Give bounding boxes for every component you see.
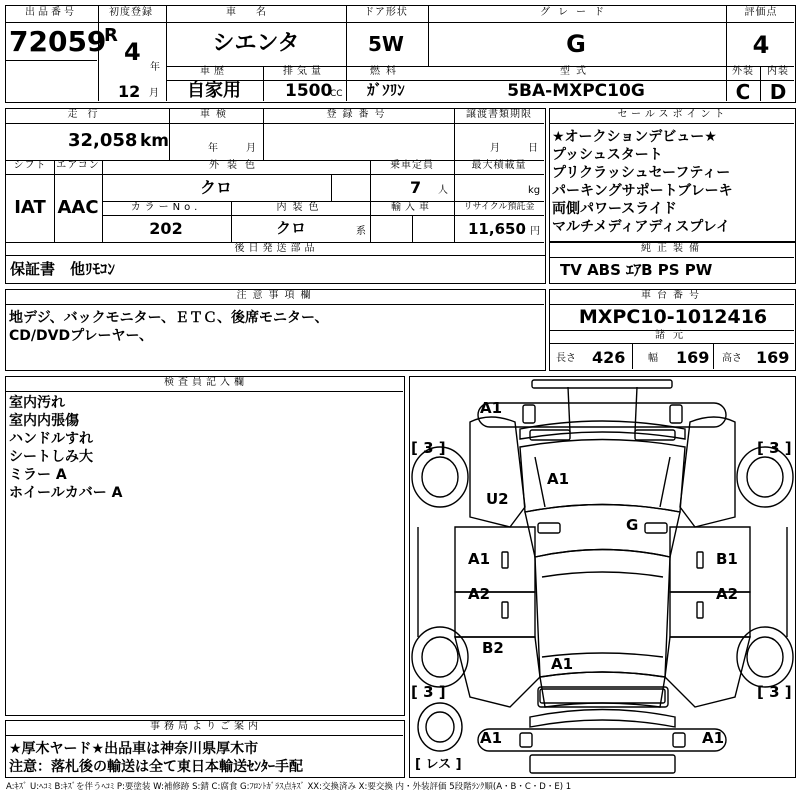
recycle-label: リサイクル預託金 bbox=[463, 202, 535, 212]
length-label: 長さ bbox=[556, 353, 576, 364]
sales-list bbox=[552, 128, 796, 236]
chassis-number: MXPC10-1012416 bbox=[578, 306, 768, 328]
tire-front-left: [ 3 ] bbox=[411, 439, 446, 457]
inspector-notes bbox=[9, 394, 122, 502]
sales-point: 両側パワースライド bbox=[552, 201, 677, 217]
equipment: TV ABS ｴｱB PS PW bbox=[560, 261, 713, 279]
mark-rear-right: A1 bbox=[702, 729, 725, 747]
office-notes bbox=[9, 740, 303, 776]
reg-label: 初度登録 bbox=[109, 7, 153, 18]
mark-front-door-left: A1 bbox=[468, 550, 491, 568]
mark-rear-door-left: A2 bbox=[468, 585, 491, 603]
inspector-label: 検査員記入欄 bbox=[164, 377, 248, 388]
inspector-line: 室内内張傷 bbox=[9, 413, 79, 429]
notes-text bbox=[9, 309, 328, 345]
width: 169 bbox=[676, 348, 710, 367]
model-label: 型式 bbox=[560, 66, 592, 77]
transfer-label: 譲渡書類期限 bbox=[466, 109, 532, 120]
later-label: 後日発送部品 bbox=[234, 243, 319, 254]
mileage: 32,058 bbox=[68, 130, 138, 151]
color-number: 202 bbox=[149, 219, 183, 238]
inspector-line: 室内汚れ bbox=[9, 395, 65, 411]
dims-label: 諸元 bbox=[655, 330, 691, 341]
intcolor-unit: 系 bbox=[356, 226, 366, 237]
sales-point: ★オークションデビュー★ bbox=[552, 129, 717, 145]
transfer-day-unit: 日 bbox=[528, 143, 538, 154]
disp-unit: CC bbox=[330, 89, 343, 99]
mark-front-door-right: B1 bbox=[716, 550, 738, 568]
grade-label: グレード bbox=[540, 7, 612, 18]
inspector-line: ホイールカバー A bbox=[9, 485, 123, 501]
legend: A:ｷｽﾞ U:ﾍｺﾐ B:ｷｽﾞを伴うﾍｺﾐ P:要塗装 W:補修跡 S:錆 C:腐食 G:ﾌﾛﾝﾄｶﾞﾗｽ点ｷｽﾞ XX:交換済み X:要交換 内・外装評価 5段階ﾗﾝｸ順(A・B・C・D・E) 1 bbox=[6, 782, 572, 792]
mark-rear-door-right: A2 bbox=[716, 585, 739, 603]
load-unit: kg bbox=[528, 185, 541, 196]
reg-year: 4 bbox=[124, 38, 141, 66]
recycle-unit: 円 bbox=[530, 226, 540, 237]
inspector-line: ミラー A bbox=[9, 467, 67, 483]
sales-point: プリクラッシュセーフティー bbox=[552, 165, 731, 181]
regno-label: 登録番号 bbox=[326, 109, 391, 120]
history: 自家用 bbox=[187, 80, 241, 101]
mark-rear-left: A1 bbox=[480, 729, 503, 747]
note-line: 地デジ、バックモニター、ＥＴＣ、後席モニター、 bbox=[9, 310, 329, 326]
width-label: 幅 bbox=[648, 353, 658, 364]
sales-point: マルチメディアディスプレイ bbox=[552, 219, 730, 235]
office-label: 事務局よりご案内 bbox=[150, 721, 262, 732]
ac-label: エアコン bbox=[56, 160, 100, 171]
doors: 5W bbox=[368, 32, 404, 56]
ac: AAC bbox=[57, 197, 99, 218]
mark-roof-rear: A1 bbox=[551, 655, 574, 673]
color-label: 外装色 bbox=[209, 160, 263, 171]
shift: IAT bbox=[14, 197, 46, 218]
mileage-label: 走行 bbox=[67, 109, 108, 120]
ext-label: 外装 bbox=[732, 66, 754, 77]
score-label: 評価点 bbox=[744, 7, 778, 18]
name-label: 車名 bbox=[226, 7, 286, 18]
fuel-label: 燃料 bbox=[370, 66, 402, 77]
lot-label: 出品番号 bbox=[25, 7, 77, 18]
tire-front-right: [ 3 ] bbox=[757, 439, 792, 457]
grade: G bbox=[566, 30, 586, 58]
reg-month: 12 bbox=[118, 82, 141, 101]
displacement: 1500 bbox=[285, 81, 333, 101]
capacity-unit: 人 bbox=[438, 185, 448, 196]
inspection-label: 車検 bbox=[200, 109, 232, 120]
sales-point: プッシュスタート bbox=[552, 147, 663, 163]
shift-label: シフト bbox=[13, 160, 47, 171]
mark-front-bumper: A1 bbox=[480, 399, 503, 417]
car-diagram bbox=[410, 377, 795, 777]
tire-rear-right: [ 3 ] bbox=[757, 683, 792, 701]
height: 169 bbox=[756, 348, 790, 367]
equipment-label: 純正装備 bbox=[641, 243, 705, 254]
reg-era: R bbox=[104, 25, 118, 46]
notes-label: 注意事項欄 bbox=[236, 290, 317, 301]
length: 426 bbox=[592, 348, 626, 367]
mark-hood: A1 bbox=[547, 470, 570, 488]
mark-fender-left: U2 bbox=[486, 490, 509, 508]
exterior-color: クロ bbox=[199, 178, 232, 197]
mileage-unit: km bbox=[140, 131, 170, 151]
intcolor-label: 内装色 bbox=[276, 202, 325, 213]
ext-grade: C bbox=[735, 80, 751, 104]
inspector-line: ハンドルすれ bbox=[9, 431, 93, 447]
int-label: 内装 bbox=[767, 66, 789, 77]
load-label: 最大積載量 bbox=[471, 160, 527, 171]
reg-year-unit: 年 bbox=[150, 62, 160, 73]
note-line: CD/DVDプレーヤー、 bbox=[9, 328, 153, 344]
doors-label: ドア形状 bbox=[364, 7, 408, 18]
sales-point: パーキングサポートブレーキ bbox=[552, 183, 733, 199]
transfer-month-unit: 月 bbox=[490, 143, 500, 154]
later-parts: 保証書 他ﾘﾓｺﾝ bbox=[10, 260, 116, 278]
model-code: 5BA-MXPC10G bbox=[507, 81, 645, 101]
interior-color: クロ bbox=[275, 219, 306, 237]
inspector-line: シートしみ大 bbox=[9, 449, 93, 465]
lot-number: 72059 bbox=[9, 25, 107, 58]
chassis-label: 車台番号 bbox=[641, 290, 705, 301]
int-grade: D bbox=[769, 80, 787, 104]
recycle-fee: 11,650 bbox=[468, 220, 526, 238]
sales-label: セールスポイント bbox=[617, 109, 729, 120]
inspection-month-unit: 月 bbox=[246, 143, 256, 154]
disp-label: 排気量 bbox=[283, 66, 325, 77]
vehicle-name: シエンタ bbox=[212, 31, 300, 56]
office-line: ★厚木ヤード★出品車は神奈川県厚木市 bbox=[9, 741, 259, 757]
score: 4 bbox=[752, 31, 770, 59]
inspection-year-unit: 年 bbox=[208, 143, 218, 154]
import-label: 輸入車 bbox=[391, 202, 433, 213]
colorno-label: カラーNo. bbox=[130, 202, 202, 213]
history-label: 車歴 bbox=[200, 66, 228, 77]
capacity: 7 bbox=[410, 178, 422, 197]
tire-rear-left: [ 3 ] bbox=[411, 683, 446, 701]
mark-windshield: G bbox=[626, 516, 639, 534]
mark-quarter-left: B2 bbox=[482, 639, 504, 657]
fuel: ｶﾞｿﾘﾝ bbox=[367, 81, 405, 99]
tire-spare: [ レス ] bbox=[415, 757, 462, 772]
reg-month-unit: 月 bbox=[149, 88, 159, 99]
capacity-label: 乗車定員 bbox=[390, 160, 434, 171]
office-line: 注意：落札後の輸送は全て東日本輸送ｾﾝﾀｰ手配 bbox=[9, 759, 303, 775]
height-label: 高さ bbox=[722, 353, 742, 364]
